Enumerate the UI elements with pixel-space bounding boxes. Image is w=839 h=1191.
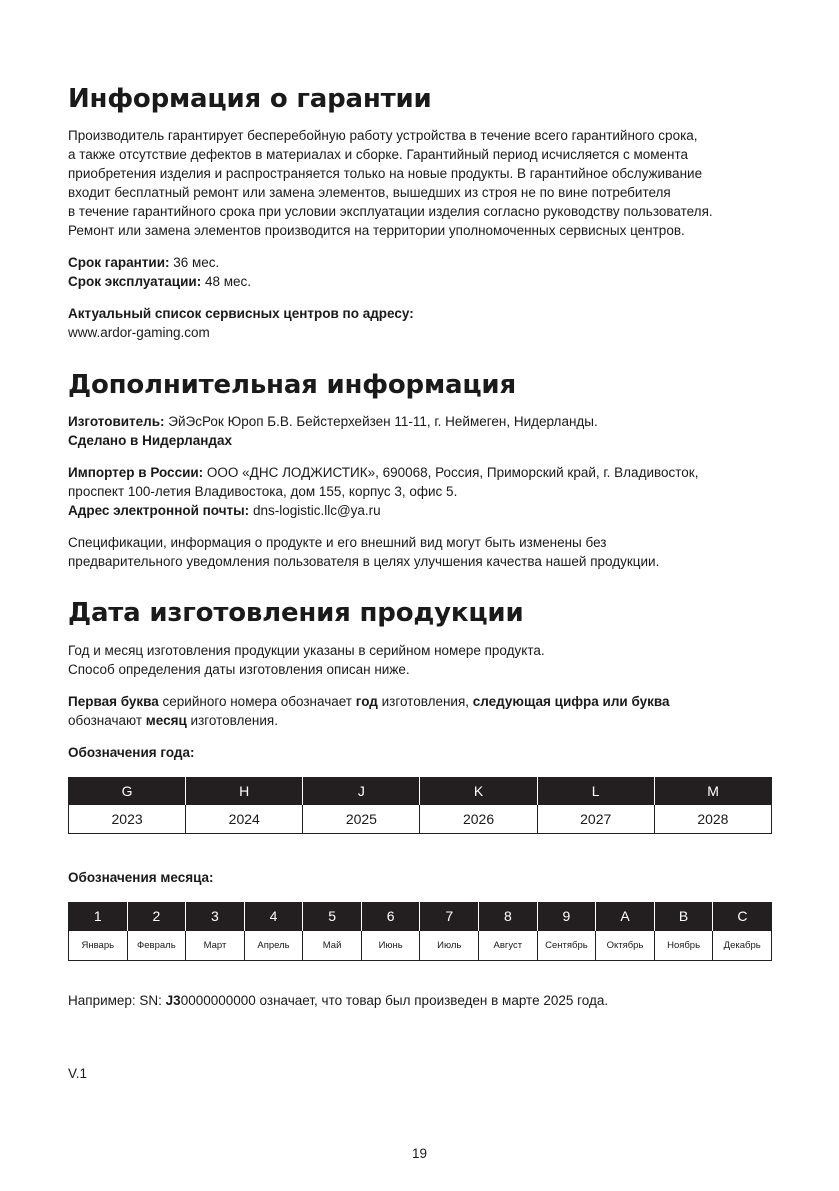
rule-text: изготовления, xyxy=(377,694,473,709)
warranty-line: Ремонт или замена элементов производится на территории уполномоченных сервисных центров. xyxy=(68,223,685,238)
month-code-cell: B xyxy=(654,902,713,931)
month-name-cell: Июль xyxy=(420,931,479,961)
serial-example xyxy=(68,991,608,1010)
year-value-cell: 2026 xyxy=(420,805,537,834)
year-value-cell: 2024 xyxy=(186,805,303,834)
year-value-cell: 2027 xyxy=(537,805,654,834)
spec-line: предварительного уведомления пользователя в целях улучшения качества нашей продукции. xyxy=(68,554,660,569)
year-code-row xyxy=(69,777,772,805)
service-centers xyxy=(68,304,414,342)
month-code-cell: 9 xyxy=(537,902,596,931)
year-table-title-text: Обозначения года: xyxy=(68,745,195,760)
year-table-title xyxy=(68,743,194,762)
year-value-cell: 2028 xyxy=(654,805,771,834)
month-code-cell: 1 xyxy=(69,902,128,931)
manufacturer-block xyxy=(68,412,598,450)
month-code-cell: 3 xyxy=(186,902,245,931)
year-code-cell: H xyxy=(186,777,303,805)
warranty-body xyxy=(68,126,713,240)
month-code-cell: 2 xyxy=(127,902,186,931)
year-code-cell: L xyxy=(537,777,654,805)
service-term-line xyxy=(68,272,251,291)
month-name-cell: Август xyxy=(479,931,538,961)
year-value-cell: 2025 xyxy=(303,805,420,834)
year-code-cell: K xyxy=(420,777,537,805)
rule-month: месяц xyxy=(145,713,187,728)
month-name-cell: Октябрь xyxy=(596,931,655,961)
month-code-cell: 6 xyxy=(361,902,420,931)
month-name-cell: Январь xyxy=(69,931,128,961)
service-centers-url: www.ardor-gaming.com xyxy=(68,325,210,340)
production-intro-line: Способ определения даты изготовления описан ниже. xyxy=(68,662,410,677)
month-name-cell: Декабрь xyxy=(713,931,772,961)
importer-block xyxy=(68,463,698,520)
importer-address: проспект 100-летия Владивостока, дом 155, корпус 3, офис 5. xyxy=(68,484,458,499)
serial-rule xyxy=(68,692,670,730)
month-name-row xyxy=(69,931,772,961)
month-code-cell: 7 xyxy=(420,902,479,931)
month-name-cell: Июнь xyxy=(361,931,420,961)
example-code: J3 xyxy=(165,993,181,1008)
spec-notice xyxy=(68,533,659,571)
additional-heading: Дополнительная информация xyxy=(68,370,516,400)
year-code-cell: M xyxy=(654,777,771,805)
example-text: 0000000000 означает, что товар был произведен в марте 2025 года. xyxy=(180,993,609,1008)
month-name-cell: Апрель xyxy=(244,931,303,961)
made-in-text: Сделано в Нидерландах xyxy=(68,433,232,448)
manufacturer-value: ЭйЭсРок Юроп Б.В. Бейстерхейзен 11-11, г. Неймеген, Нидерланды. xyxy=(164,414,598,429)
month-code-cell: 4 xyxy=(244,902,303,931)
month-code-cell: 8 xyxy=(479,902,538,931)
rule-text: серийного номера обозначает xyxy=(158,694,356,709)
month-name-cell: Март xyxy=(186,931,245,961)
production-heading: Дата изготовления продукции xyxy=(68,598,524,628)
month-code-cell: A xyxy=(596,902,655,931)
month-code-row xyxy=(69,902,772,931)
warranty-line: входит бесплатный ремонт или замена элементов, вышедших из строя не по вине потребителя xyxy=(68,185,671,200)
year-value-row xyxy=(69,805,772,834)
rule-first-letter: Первая буква xyxy=(68,694,159,709)
warranty-term-line xyxy=(68,253,251,272)
warranty-term-value: 36 мес. xyxy=(169,255,220,270)
rule-year: год xyxy=(355,694,378,709)
service-centers-label: Актуальный список сервисных центров по адресу: xyxy=(68,306,414,321)
year-code-cell: J xyxy=(303,777,420,805)
month-name-cell: Ноябрь xyxy=(654,931,713,961)
production-intro-line: Год и месяц изготовления продукции указаны в серийном номере продукта. xyxy=(68,643,545,658)
importer-label: Импортер в России: xyxy=(68,465,204,480)
production-intro xyxy=(68,641,545,679)
example-text: Например: SN: xyxy=(68,993,166,1008)
month-name-cell: Сентябрь xyxy=(537,931,596,961)
month-code-cell: 5 xyxy=(303,902,362,931)
year-table xyxy=(68,777,772,834)
warranty-line: в течение гарантийного срока при условии эксплуатации изделия согласно руководству пользователя. xyxy=(68,204,713,219)
version-label: V.1 xyxy=(68,1066,88,1081)
warranty-term-label: Срок гарантии: xyxy=(68,255,170,270)
spec-line: Спецификации, информация о продукте и его внешний вид могут быть изменены без xyxy=(68,535,607,550)
warranty-terms xyxy=(68,253,251,291)
month-table-title-text: Обозначения месяца: xyxy=(68,870,214,885)
rule-text: изготовления. xyxy=(186,713,278,728)
manufacturer-label: Изготовитель: xyxy=(68,414,165,429)
rule-text: обозначают xyxy=(68,713,146,728)
email-value: dns-logistic.llc@ya.ru xyxy=(249,503,381,518)
importer-value: ООО «ДНС ЛОДЖИСТИК», 690068, Россия, Приморский край, г. Владивосток, xyxy=(203,465,699,480)
warranty-line: Производитель гарантирует бесперебойную работу устройства в течение всего гарантийного срока, xyxy=(68,128,698,143)
month-name-cell: Май xyxy=(303,931,362,961)
warranty-heading: Информация о гарантии xyxy=(68,84,432,114)
service-term-label: Срок эксплуатации: xyxy=(68,274,202,289)
month-table xyxy=(68,902,772,961)
year-value-cell: 2023 xyxy=(69,805,186,834)
page-number: 19 xyxy=(411,1146,428,1161)
warranty-line: а также отсутствие дефектов в материалах и сборке. Гарантийный период исчисляется с момента xyxy=(68,147,689,162)
rule-next-char: следующая цифра или буква xyxy=(472,694,670,709)
email-label: Адрес электронной почты: xyxy=(68,503,250,518)
month-name-cell: Февраль xyxy=(127,931,186,961)
year-code-cell: G xyxy=(69,777,186,805)
warranty-line: приобретения изделия и распространяется только на новые продукты. В гарантийное обслуживание xyxy=(68,166,703,181)
month-table-title xyxy=(68,868,214,887)
month-code-cell: C xyxy=(713,902,772,931)
service-term-value: 48 мес. xyxy=(201,274,252,289)
